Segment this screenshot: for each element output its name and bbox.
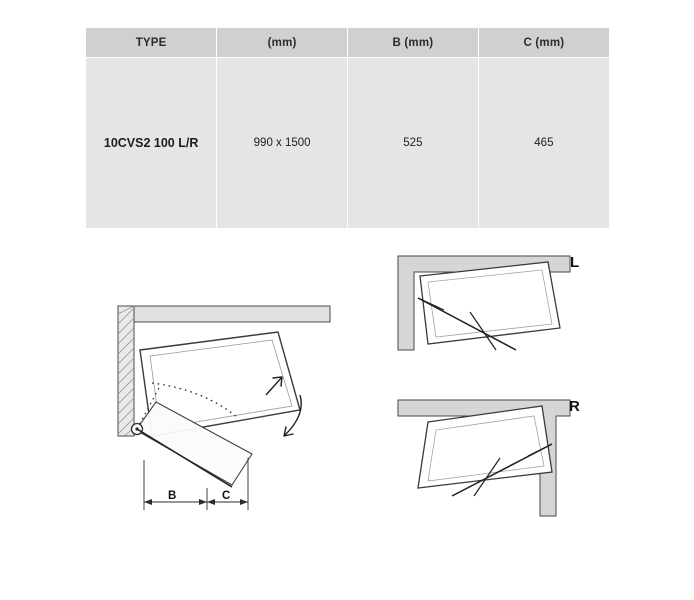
table-header-row [86,28,609,58]
vertical-wall [118,306,134,436]
technical-drawings [0,240,694,560]
column-header-c: C (mm) [478,28,609,58]
cell-b: 525 [348,58,479,229]
bathtub-outline-r [418,406,552,488]
main-perspective-view [118,306,330,510]
drawing-canvas [0,240,694,560]
top-view-left-variant [398,256,570,350]
column-header-b: B (mm) [348,28,479,58]
column-header-type: TYPE [86,28,217,58]
variant-label-r: R [569,398,580,415]
bathtub-outline-l [420,262,560,344]
cell-size: 990 x 1500 [217,58,348,229]
variant-label-l: L [570,254,580,271]
dimension-label-c: C [222,490,231,502]
column-header-mm: (mm) [217,28,348,58]
dimension-label-b: B [168,490,177,502]
top-view-right-variant [398,400,570,516]
ceiling-slab [118,306,330,322]
cell-c: 465 [478,58,609,229]
cell-type: 10CVS2 100 L/R [86,58,217,229]
table-row [86,58,609,229]
specification-table [86,28,609,228]
